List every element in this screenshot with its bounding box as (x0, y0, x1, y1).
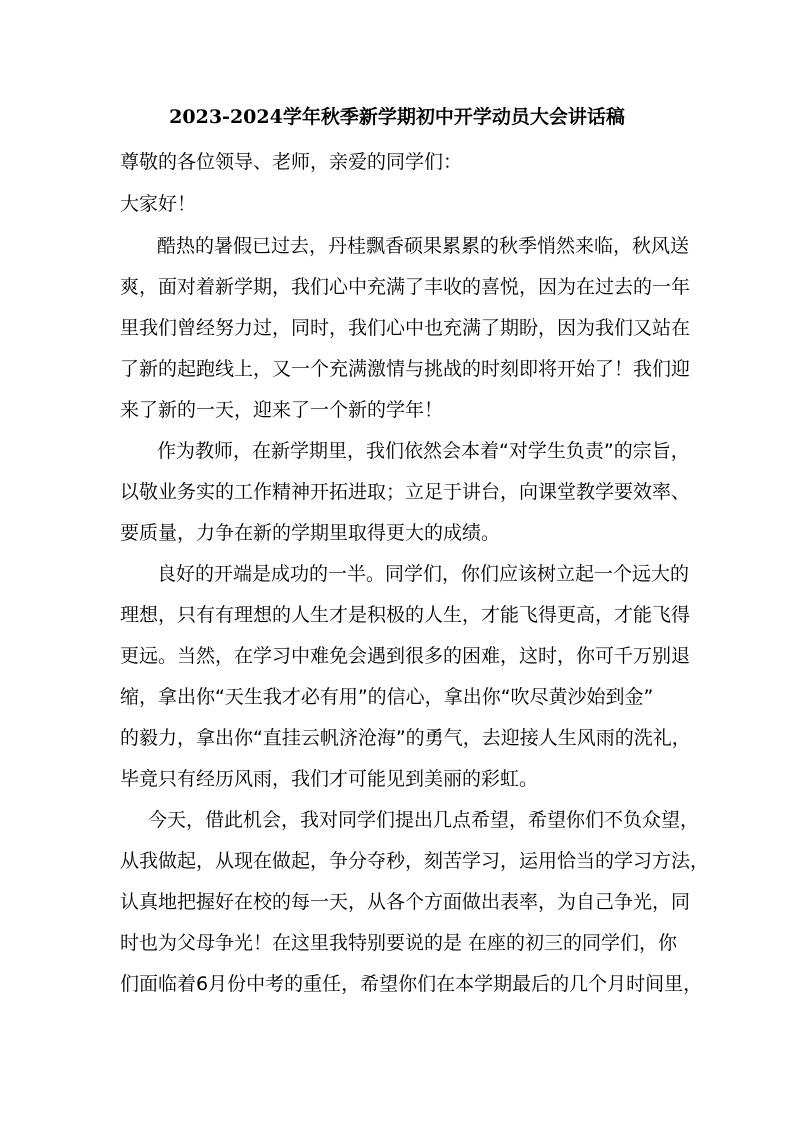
paragraph-line: 的毅力，拿出你“直挂云帆济沧海”的勇气，去迎接人生风雨的洗礼， (120, 727, 691, 749)
greeting: 大家好！ (120, 193, 197, 215)
paragraph-line: 们面临着6月份中考的重任，希望你们在本学期最后的几个月时间里， (120, 973, 703, 995)
paragraph-line: 认真地把握好在校的每一天，从各个方面做出表率，为自己争光，同 (120, 891, 691, 913)
paragraph-line: 从我做起，从现在做起，争分夺秒，刻苦学习，运用恰当的学习方法， (120, 850, 710, 872)
salutation: 尊敬的各位领导、老师，亲爱的同学们： (120, 151, 463, 173)
paragraph-line: 时也为父母争光！在这里我特别要说的是 在座的初三的同学们，你 (120, 932, 678, 954)
paragraph-line: 里我们曾经努力过，同时，我们心中也充满了期盼，因为我们又站在 (120, 317, 691, 339)
paragraph-line: 以敬业务实的工作精神开拓进取；立足于讲台，向课堂教学要效率、 (120, 481, 691, 503)
paragraph-line: 了新的起跑线上，又一个充满激情与挑战的时刻即将开始了！我们迎 (120, 358, 691, 380)
paragraph-line: 更远。当然，在学习中难免会遇到很多的困难，这时，你可千万别退 (120, 645, 691, 667)
paragraph-1 (120, 226, 691, 431)
document-title: 2023-2024学年秋季新学期初中开学动员大会讲话稿 (169, 106, 625, 128)
paragraph-4 (120, 800, 710, 1005)
paragraph-line: 要质量，力争在新的学期里取得更大的成绩。 (120, 522, 501, 544)
paragraph-3 (120, 554, 691, 800)
paragraph-line: 酷热的暑假已过去，丹桂飘香硕果累累的秋季悄然来临，秋风送 (157, 235, 690, 257)
paragraph-2 (120, 431, 691, 554)
paragraph-line: 来了新的一天，迎来了一个新的学年！ (120, 399, 444, 421)
paragraph-line: 毕竟只有经历风雨，我们才可能见到美丽的彩虹。 (120, 768, 539, 790)
paragraph-line: 理想，只有有理想的人生才是积极的人生，才能飞得更高，才能飞得 (120, 604, 691, 626)
paragraph-line: 良好的开端是成功的一半。同学们，你们应该树立起一个远大的 (157, 563, 690, 585)
paragraph-line: 爽，面对着新学期，我们心中充满了丰收的喜悦，因为在过去的一年 (120, 276, 691, 298)
paragraph-line: 作为教师，在新学期里，我们依然会本着“对学生负责”的宗旨， (157, 440, 690, 462)
paragraph-line: 缩，拿出你“天生我才必有用”的信心，拿出你“吹尽黄沙始到金” (120, 686, 654, 708)
paragraph-line: 今天，借此机会，我对同学们提出几点希望，希望你们不负众望， (148, 809, 700, 831)
